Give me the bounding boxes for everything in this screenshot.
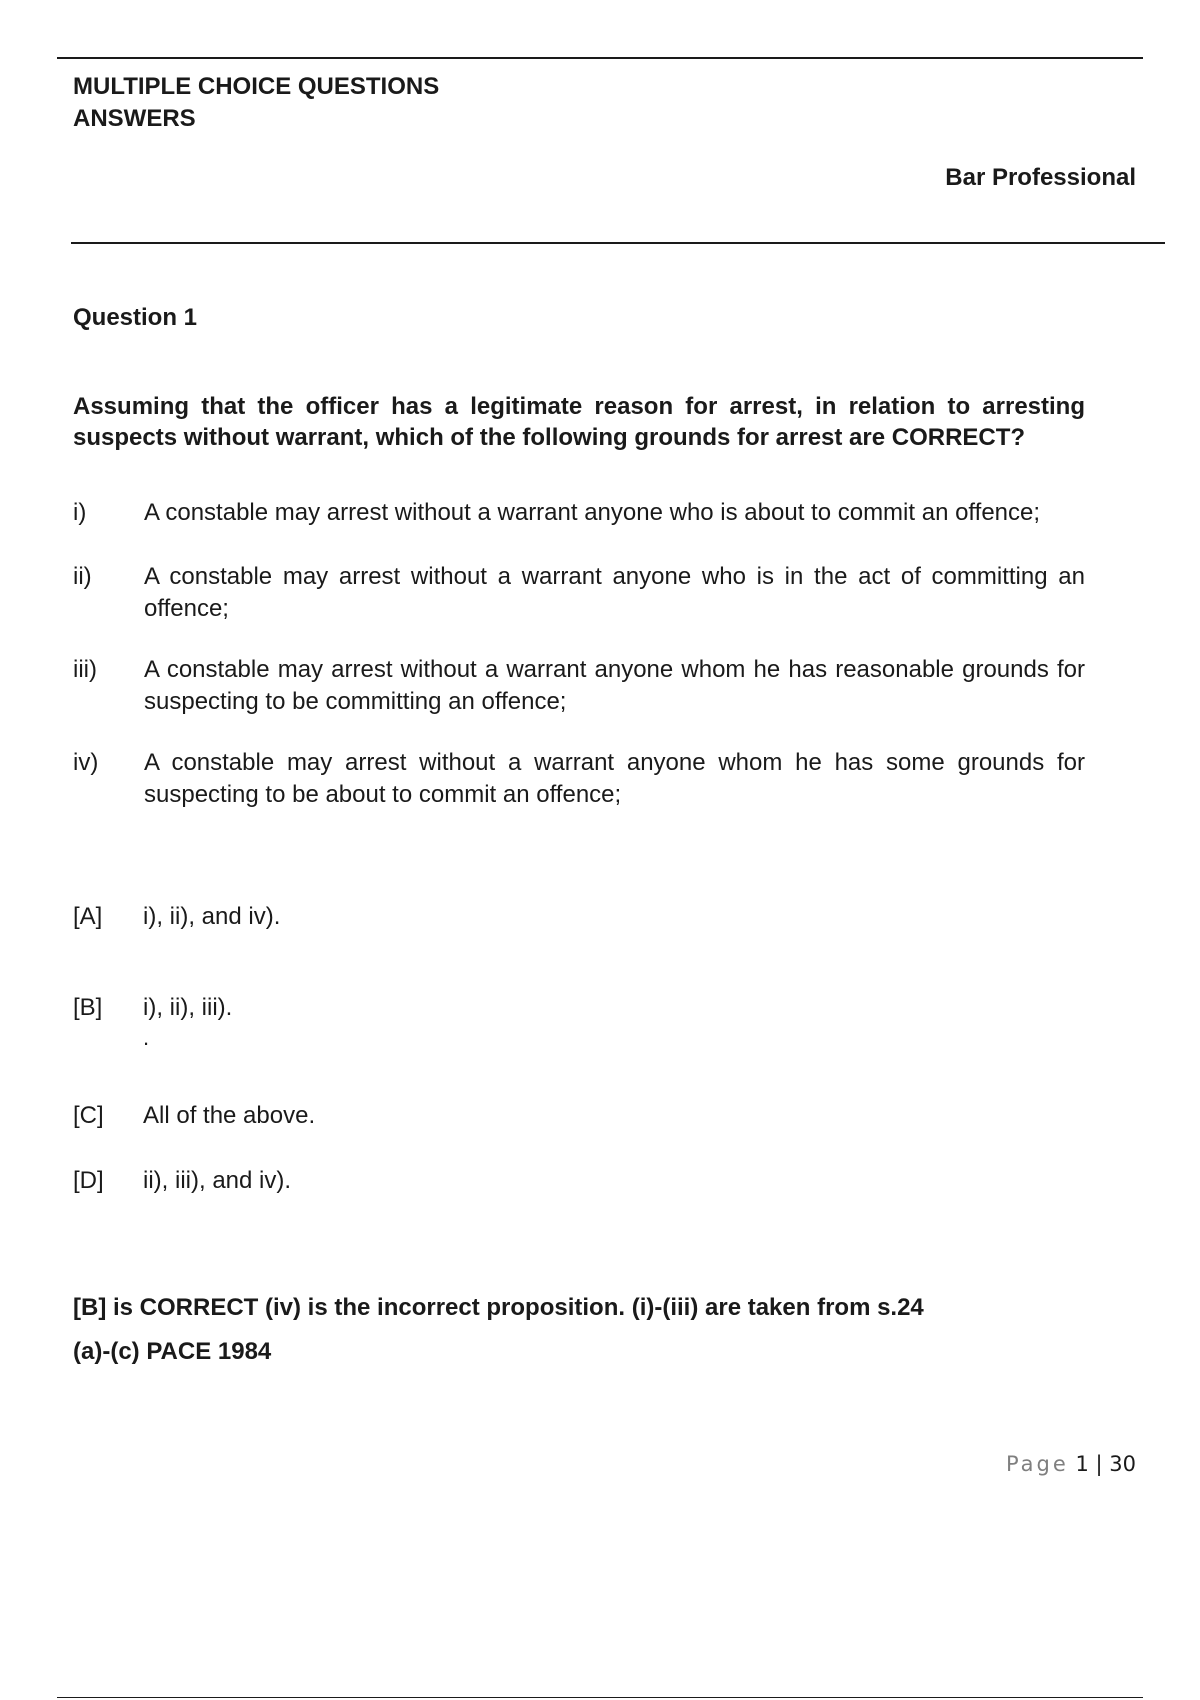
proposition-text: A constable may arrest without a warrant anyone who is in the act of committing an offence; <box>144 563 1085 622</box>
option-letter: [C] <box>73 1102 104 1129</box>
proposition-number: i) <box>73 499 87 526</box>
stray-dot: . <box>143 1025 150 1050</box>
option-text: i), ii), and iv). <box>143 903 281 930</box>
page-word: Page <box>1005 1452 1069 1476</box>
answer-line-2: (a)-(c) PACE 1984 <box>73 1338 272 1365</box>
top-rule <box>57 57 1143 59</box>
page-number: 1 | 30 <box>1075 1452 1136 1476</box>
option-letter: [A] <box>73 903 103 930</box>
document-title <box>73 71 439 135</box>
bottom-rule <box>57 1697 1143 1698</box>
course-name: Bar Professional <box>945 164 1136 191</box>
answer-explanation <box>73 1286 1103 1374</box>
proposition-number: ii) <box>73 563 92 590</box>
proposition-text: A constable may arrest without a warrant anyone who is about to commit an offence; <box>144 499 1041 526</box>
title-line-2: ANSWERS <box>73 105 196 132</box>
option-letter: [D] <box>73 1167 104 1194</box>
header-rule <box>71 242 1165 244</box>
answer-line-1: [B] is CORRECT (iv) is the incorrect proposition. (i)-(iii) are taken from s.24 <box>73 1294 924 1321</box>
option-text: All of the above. <box>143 1102 316 1129</box>
question-stem: Assuming that the officer has a legitimate reason for arrest, in relation to arresting suspects without warrant, which of the following grounds for arrest are CORRECT? <box>73 393 1085 451</box>
option-text: i), ii), iii). <box>143 994 233 1021</box>
title-line-1: MULTIPLE CHOICE QUESTIONS <box>73 73 440 100</box>
proposition-text: A constable may arrest without a warrant anyone whom he has reasonable grounds for suspecting to be committing an offence; <box>144 656 1085 715</box>
proposition-text: A constable may arrest without a warrant anyone whom he has some grounds for suspecting to be about to commit an offence; <box>144 749 1085 808</box>
proposition-number: iii) <box>73 656 97 683</box>
question-label: Question 1 <box>73 304 198 331</box>
page-footer <box>1006 1452 1136 1476</box>
option-text: ii), iii), and iv). <box>143 1167 292 1194</box>
proposition-number: iv) <box>73 749 99 776</box>
option-letter: [B] <box>73 994 103 1021</box>
